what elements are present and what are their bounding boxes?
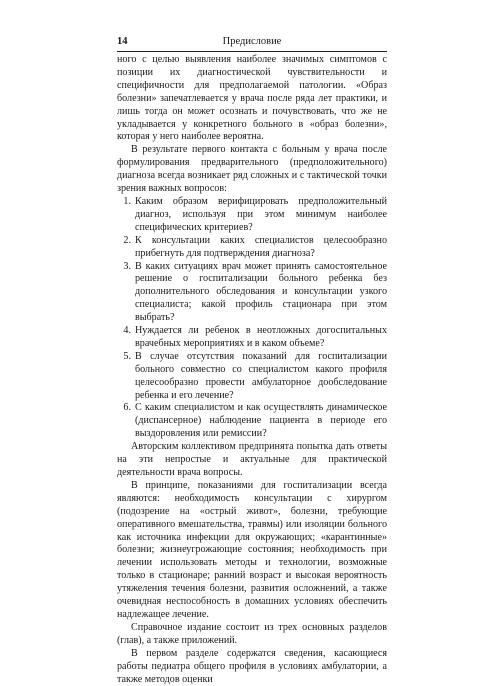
paragraph-authors: Авторским коллективом предпринята попытка дать ответы на эти непростые и актуальные для практической деятельности врача вопросы.	[117, 441, 387, 478]
question-item	[117, 325, 387, 351]
question-number: 5.	[123, 350, 131, 362]
running-title: Предисловие	[222, 36, 282, 47]
question-item	[117, 196, 387, 235]
question-item	[117, 402, 387, 441]
question-text: К консультации каких специалистов целесообразно прибегнуть для подтверждения диагноза?	[135, 234, 387, 259]
question-item	[117, 351, 387, 403]
page-number: 14	[117, 36, 128, 47]
header-rule	[117, 51, 387, 52]
question-text: Нуждается ли ребенок в неотложных догоспитальных врачебных мероприятиях и в каком объеме?	[135, 325, 387, 349]
paragraph-structure: Справочное издание состоит из трех основных разделов (глав), а также приложений.	[117, 621, 387, 646]
running-header	[117, 35, 387, 49]
question-number: 2.	[123, 234, 131, 246]
question-item	[117, 261, 387, 326]
question-number: 4.	[123, 325, 131, 337]
question-number: 3.	[123, 260, 131, 272]
body-text	[117, 54, 387, 686]
question-number: 1.	[123, 195, 131, 207]
paragraph-continuation: ного с целью выявления наиболее значимых симптомов с позиции их диагностической чувствительности и специфичности для предполагаемой патологии. «Образ болезни» запечатлевается у врача после ряда лет практики, и лишь тогда он может осознать и почувствовать, что же не укладывается у конкретного больного в «образ болезни», которая у него наиболее вероятна.	[117, 54, 387, 143]
question-text: В каких ситуациях врач может принять самостоятельное решение о госпитализации больного ребенка без дополнительного обследования и консультации узкого специалиста; какой профиль стационара при этом выбрать?	[135, 260, 387, 324]
question-text: Каким образом верифицировать предположительный диагноз, используя при этом минимум наиболее специфических критериев?	[135, 195, 387, 233]
question-text: В случае отсутствия показаний для госпитализации больного совместно со специалистом какого профиля целесообразно провести амбулаторное дообследование ребенка и его лечение?	[135, 350, 387, 401]
question-item	[117, 235, 387, 261]
question-number: 6.	[123, 402, 131, 414]
question-text: С каким специалистом и как осуществлять динамическое (диспансерное) наблюдение пациента в периоде его выздоровления или ремиссии?	[135, 402, 387, 440]
paragraph-questions-intro: В результате первого контакта с больным у врача после формулирования предварительного (предположительного) диагноза всегда возникает ряд сложных и с тактической точки зрения важных вопросов:	[117, 144, 387, 195]
paragraph-hospitalization: В принципе, показаниями для госпитализации всегда являются: необходимость консультации с хирургом (подозрение на «острый живот», болезни, требующие оперативного вмешательства, травмы) или изоляции больного как источника инфекции для окружающих; «карантинные» болезни; жизнеугрожающие состояния; необходимость при лечении использовать методы и технологии, возможные только в стационаре; ранний возраст и высокая вероятность утяжеления течения болезни, развития осложнений, а также очевидная неспособность в домашних условиях обеспечить надлежащее лечение.	[117, 479, 387, 620]
paragraph-first-section: В первом разделе содержатся сведения, касающиеся работы педиатра общего профиля в условиях амбулатории, а также методов оценки	[117, 647, 387, 685]
questions-list	[117, 196, 387, 441]
